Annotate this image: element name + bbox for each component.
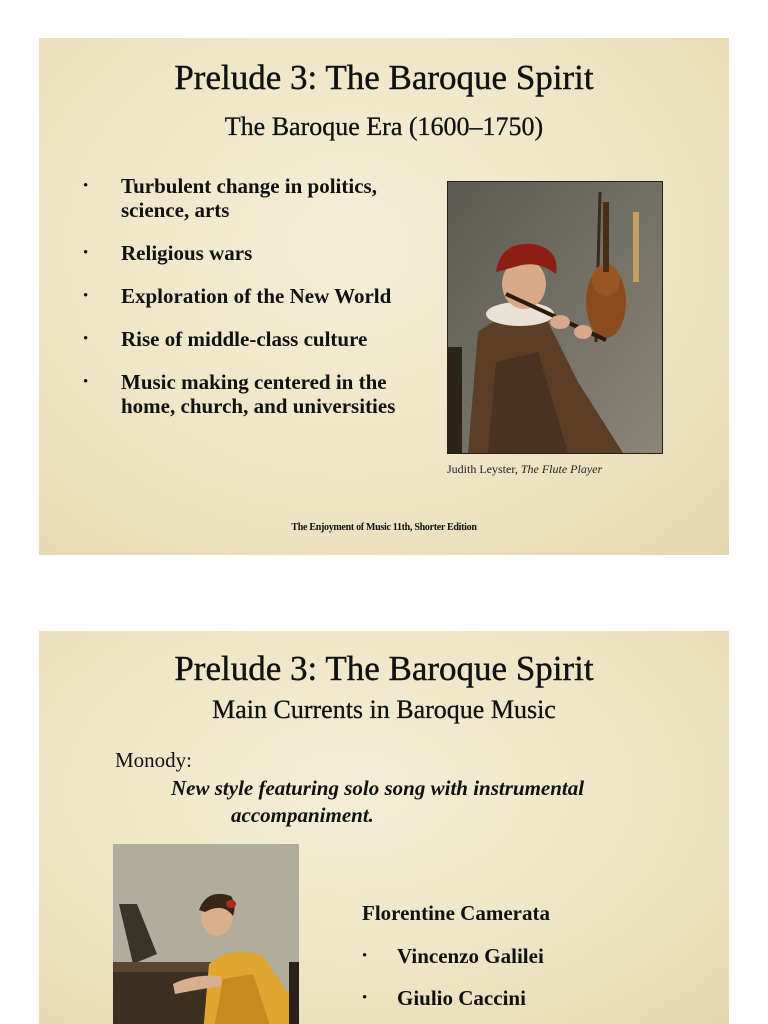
bullet-icon: • (83, 178, 89, 194)
bullet-icon: • (83, 245, 89, 261)
painting-caption: Judith Leyster, The Flute Player (447, 462, 603, 476)
slide-footer: The Enjoyment of Music 11th, Shorter Edition (291, 522, 477, 533)
bullet-icon: • (83, 374, 89, 390)
list-item: • Vincenzo Galilei (362, 944, 544, 968)
bullet-item: • Music making centered in the home, church, and universities (83, 370, 396, 418)
flute-player-painting (447, 181, 663, 454)
slide-2-title: Prelude 3: The Baroque Spirit (174, 649, 594, 688)
bullet-icon: • (362, 948, 368, 964)
bullet-icon: • (83, 288, 89, 304)
slide-1-title: Prelude 3: The Baroque Spirit (174, 58, 594, 97)
camerata-member-list (362, 944, 544, 1024)
bullet-item: • Religious wars (83, 241, 253, 265)
bullet-icon: • (362, 990, 368, 1006)
slide-2 (39, 631, 729, 1024)
slide-2-subtitle: Main Currents in Baroque Music (212, 695, 556, 724)
monody-description: New style featuring solo song with instrumental accompaniment. (171, 776, 585, 827)
florentine-camerata-heading: Florentine Camerata (362, 901, 550, 925)
bullet-item: • Turbulent change in politics, science, arts (83, 174, 377, 222)
bullet-icon: • (83, 331, 89, 347)
slide-1-bullet-list (83, 174, 413, 437)
monody-label: Monody: (115, 748, 193, 772)
slide-1-subtitle: The Baroque Era (1600–1750) (224, 112, 544, 141)
bullet-item: • Rise of middle-class culture (83, 327, 368, 351)
slide-1 (39, 38, 729, 555)
young-woman-at-virginal-painting (113, 844, 299, 1024)
bullet-item: • Exploration of the New World (83, 284, 392, 308)
list-item: • Giulio Caccini (362, 986, 526, 1010)
